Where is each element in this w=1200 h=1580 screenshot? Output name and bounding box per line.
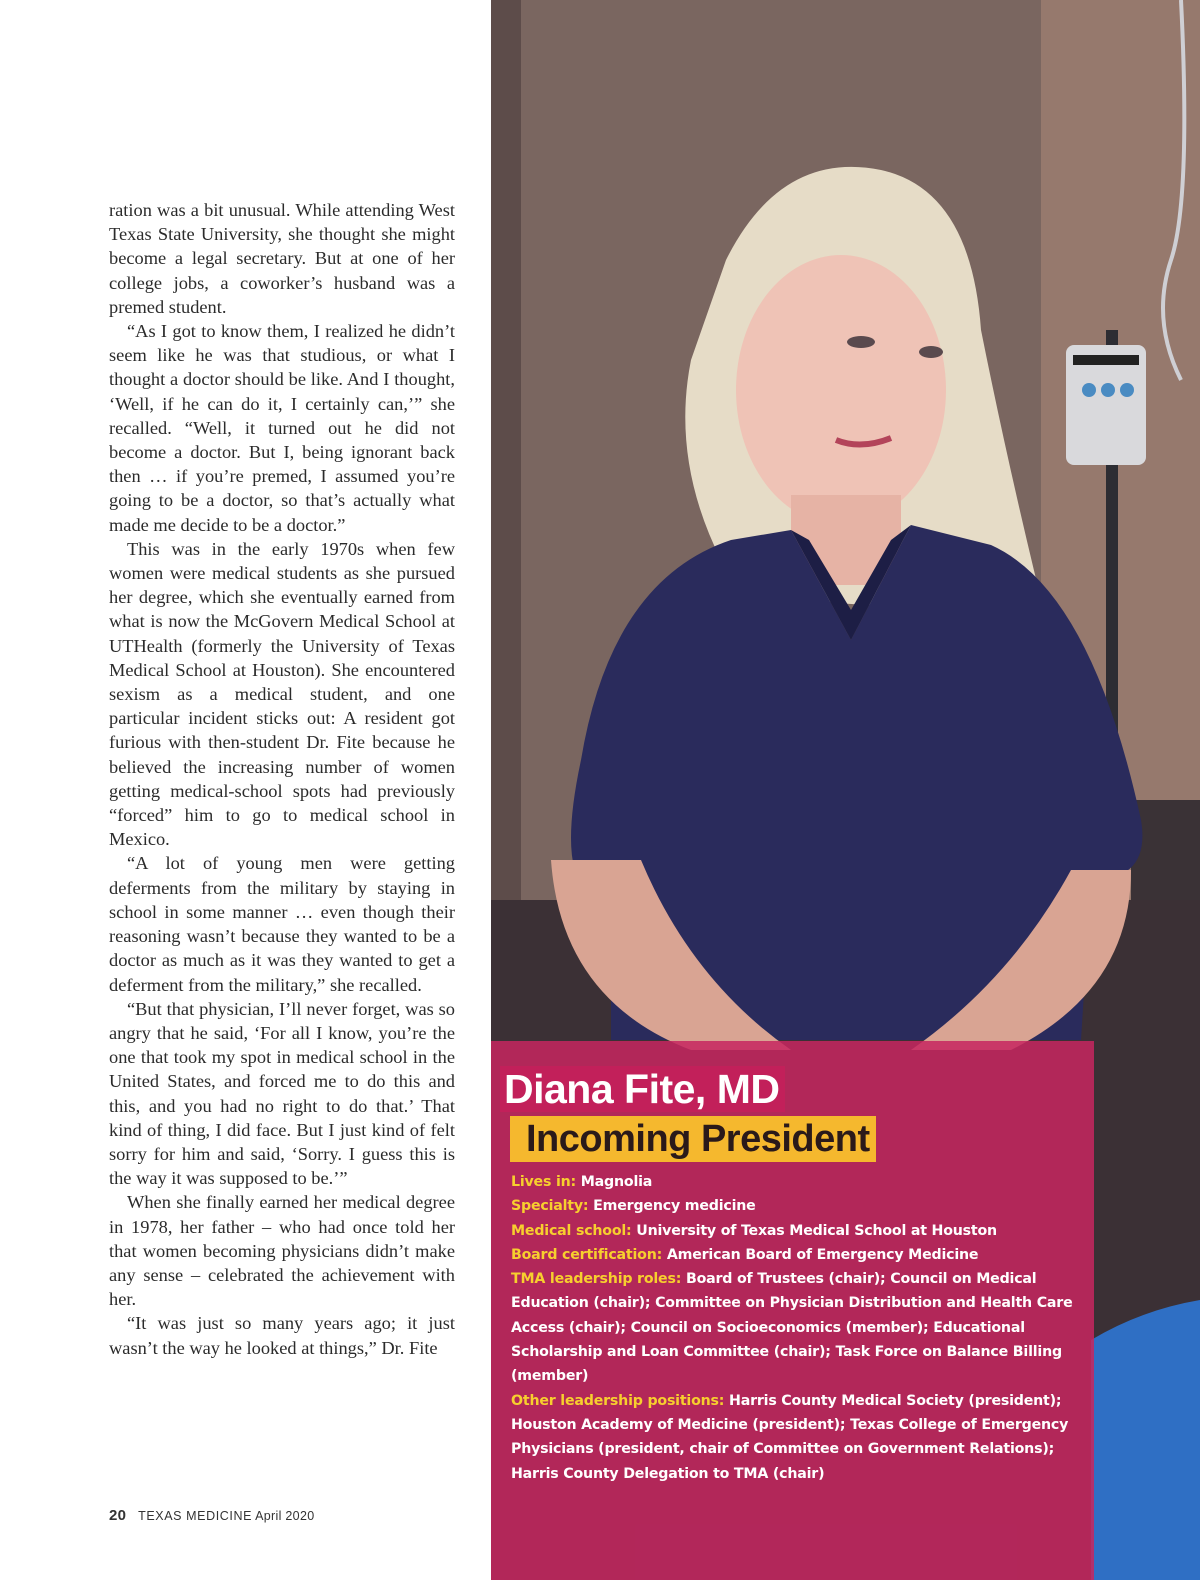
- device-knob: [1120, 383, 1134, 397]
- paragraph: “A lot of young men were getting deferments from the military by staying in school in some manner … even though their reasoning wasn’t because they wanted to be a doctor as much as it was they wanted to get a deferment from the military,” she recalled.: [109, 853, 455, 995]
- face: [736, 255, 946, 525]
- profile-role: Incoming President: [510, 1116, 876, 1162]
- eye: [847, 336, 875, 348]
- fact-medical-school: Medical school: University of Texas Medical School at Houston: [511, 1222, 997, 1239]
- device-knob: [1101, 383, 1115, 397]
- fact-other-leadership: Other leadership positions: Harris County Medical Society (president); Houston Academy of Medicine (president); Texas College of Emergency Physicians (president, chair of Committee on Government Relations); Harris County Delegation to TMA (chair): [511, 1392, 1069, 1482]
- paragraph: When she finally earned her medical degree in 1978, her father – who had once told her that women becoming physicians didn’t make any sense – celebrated the achievement with her.: [109, 1192, 455, 1310]
- fact-specialty: Specialty: Emergency medicine: [511, 1198, 756, 1215]
- profile-name: Diana Fite, MD: [500, 1066, 785, 1112]
- magazine-name: TEXAS MEDICINE: [138, 1509, 253, 1523]
- paragraph: ration was a bit unusual. While attending West Texas State University, she thought she might become a legal secretary. But at one of her college jobs, a coworker’s husband was a premed student.: [109, 200, 455, 317]
- device-knob: [1082, 383, 1096, 397]
- fact-board-certification: Board certification: American Board of Emergency Medicine: [511, 1246, 979, 1263]
- page-footer: [109, 1507, 314, 1524]
- eye: [919, 346, 943, 358]
- paragraph: “As I got to know them, I realized he didn’t seem like he was that studious, or what I thought a doctor should be like. And I thought, ‘Well, if he can do it, I certainly can,’” she recalled. “Well, it turned out he did not become a doctor. But I, being ignorant back then … if you’re premed, I assumed you’re going to be a doctor, so that’s actually what made me decide to be a doctor.”: [109, 321, 455, 535]
- blue-sheet: [1091, 1300, 1200, 1580]
- paragraph: This was in the early 1970s when few women were medical students as she pursued her degree, which she eventually earned from what is now the McGovern Medical School at UTHealth (formerly the University of Texas Medical School at Houston). She encountered sexism as a medical student, and one particular incident sticks out: A resident got furious with then-student Dr. Fite because he believed the increasing number of women getting medical-school spots had previously “forced” him to go to medical school in Mexico.: [109, 538, 455, 850]
- paragraph: “It was just so many years ago; it just wasn’t the way he looked at things,” Dr. Fite: [109, 1313, 455, 1358]
- fact-lives-in: Lives in: Magnolia: [511, 1174, 653, 1190]
- issue-date: April 2020: [255, 1509, 315, 1523]
- paragraph: “But that physician, I’ll never forget, was so angry that he said, ‘For all I know, you’re the one that took my spot in medical school in the United States, and forced me to do this and this, and you had no right to do that.’ That kind of thing, I did face. But I just kind of felt sorry for him and said, ‘Sorry. I guess this is the way it was supposed to be.’”: [109, 998, 455, 1189]
- page-number: 20: [109, 1507, 127, 1524]
- article-body: [109, 198, 455, 1360]
- fact-tma-leadership: TMA leadership roles: Board of Trustees (chair); Council on Medical Education (chair); Committee on Physician Distribution and Health Care Access (chair); Council on Socioeconomics (member); Educational Scholarship and Loan Committee (chair); Task Force on Balance Billing (member): [511, 1271, 1073, 1385]
- device-display: [1073, 355, 1139, 365]
- profile-facts: [511, 1170, 1086, 1486]
